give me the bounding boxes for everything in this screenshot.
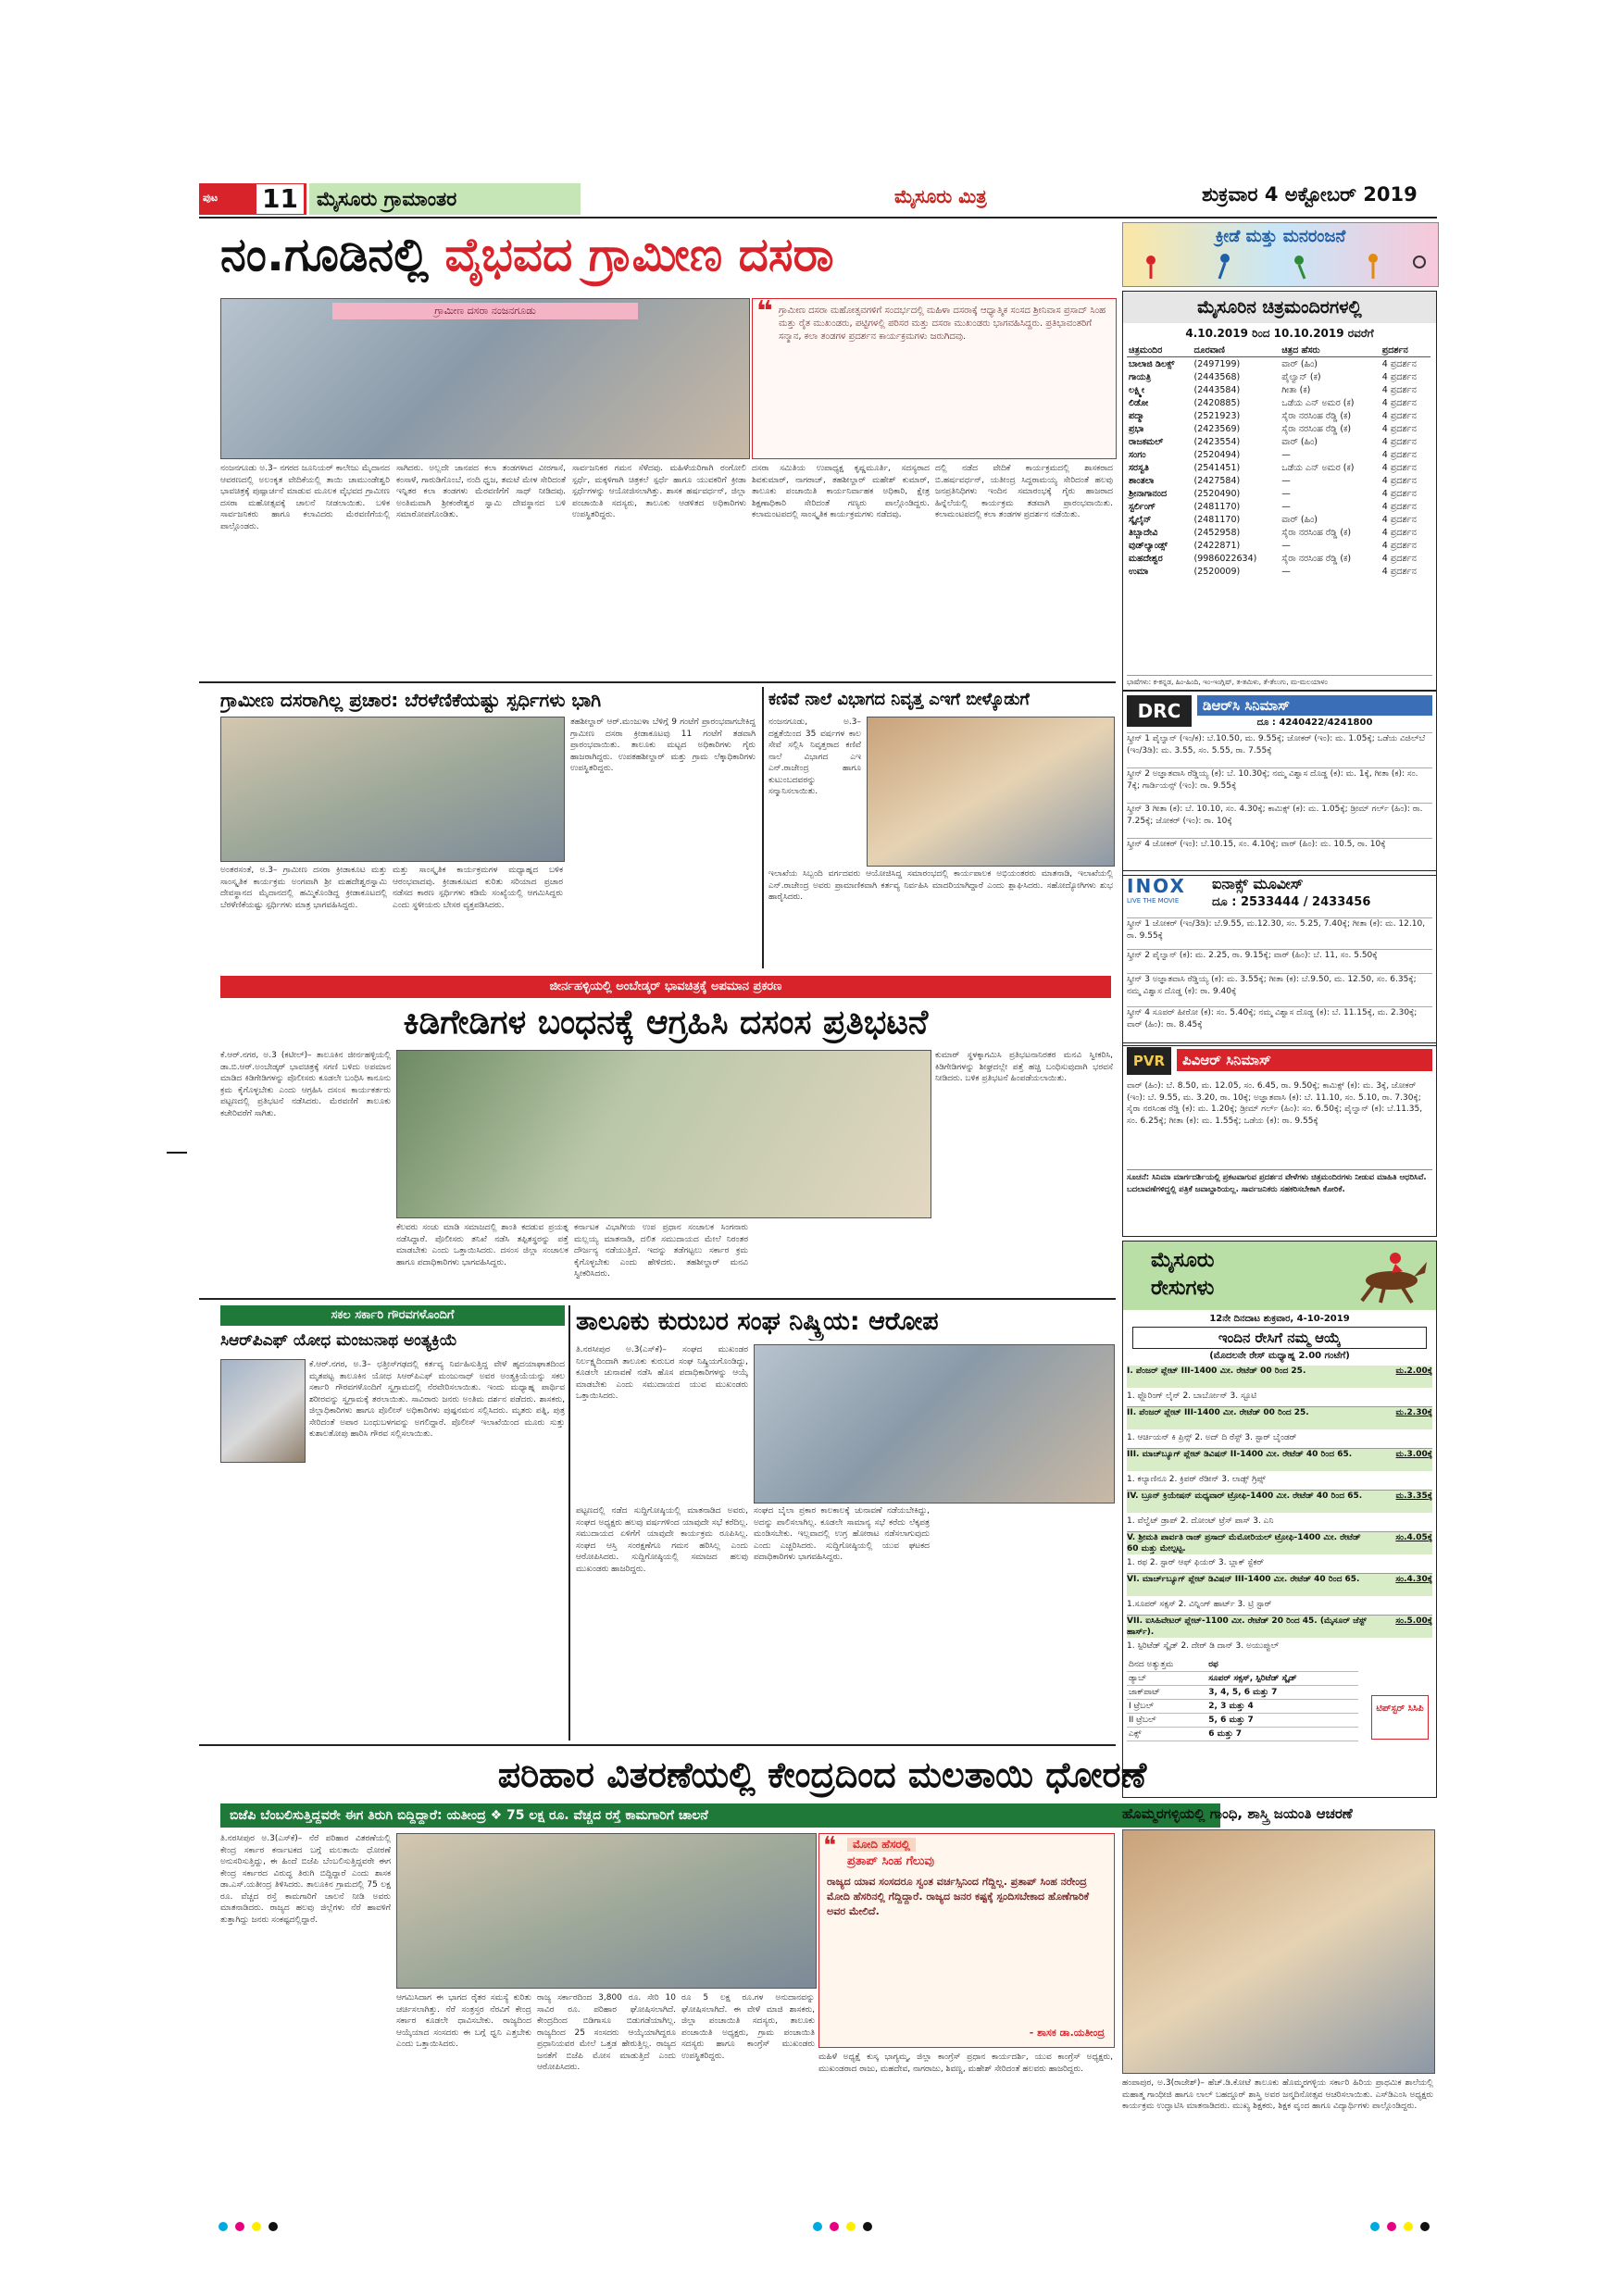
lead-body-2: ಸಾಗಿದರು. ಅಲ್ಲದೇ ಜಾನಪದ ಕಲಾ ತಂಡಗಳಾದ ವೀರಗಾಸೆ, ಕಂಸಾಳೆ, ಗಾರುಡಿಗೊಂಬೆ, ನಂದಿ ಧ್ವಜ, ತಮಟೆ ಮೇಳ ಸೇರಿದಂತೆ ಇನ್ನಿತರ ಕಲಾ ತಂಡಗಳು ಮೆರವಣಿಗೆಗೆ ಸಾಥ್ ನೀಡಿದವು. ಅಂತಿಮವಾಗಿ ಶ್ರೀಕಂಠೇಶ್ವರ ಸ್ವಾಮಿ ದೇವಸ್ಥಾನದ ಬಳಿ ಸಮಾರೋಪಗೊಂಡಿತು. — [396, 464, 566, 519]
cinema-cell: (2541451) — [1193, 462, 1241, 473]
races-title-1: ಮೈಸೂರು — [1151, 1249, 1215, 1272]
sports-figures-icon — [1123, 249, 1438, 286]
cinema-cell: — — [1281, 501, 1291, 512]
race-picks: 1. ವೆಲ್ವೆಟ್ ಡ್ರಾಪ್ 2. ದೋಂಟ್ ಟ್ರೆಸ್ ಪಾಸ್ 3. ಎನಿ — [1127, 1516, 1274, 1526]
cinema-cell: (2520490) — [1193, 488, 1241, 499]
cinema-cell: ಸೈರಾ ನರಸಿಂಹ ರೆಡ್ಡಿ (ಕ) — [1281, 410, 1352, 421]
cinema-cell: (2420885) — [1193, 397, 1241, 408]
cinema-row — [1127, 396, 1430, 409]
cinema-cell: ಉಮಾ — [1129, 566, 1149, 577]
cinema-cell: 4 ಪ್ರದರ್ಶನ — [1381, 384, 1417, 395]
lead-rule — [199, 681, 1116, 683]
cinema-cell: ಸ್ಟರ್ಲಿಂಗ್ — [1129, 501, 1156, 512]
cinema-cell: (2520494) — [1193, 449, 1241, 460]
races-extra-row — [1127, 1658, 1358, 1672]
cinema-cell: 4 ಪ್ರದರ್ಶನ — [1381, 423, 1417, 434]
gandhi-body: ಹಂಪಾಪುರ, ಅ.3(ರಾಜೇಶ್)– ಹೆಚ್.ಡಿ.ಕೋಟೆ ತಾಲೂಕು ಹೊಮ್ಮರಗಳ್ಳಿಯ ಸರ್ಕಾರಿ ಹಿರಿಯ ಪ್ರಾಥಮಿಕ ಶಾಲೆಯಲ್ಲಿ ಮಹಾತ್ಮ ಗಾಂಧೀಜಿ ಹಾಗೂ ಲಾಲ್ ಬಹದ್ದೂರ್ ಶಾಸ್ತ್ರಿ ಅವರ ಜನ್ಮದಿನೋತ್ಸವ ಆಚರಿಸಲಾಯಿತು. ಎಸ್‌ಡಿಎಂಸಿ ಅಧ್ಯಕ್ಷರು ಕಾರ್ಯಕ್ರಮ ಉದ್ಘಾಟಿಸಿ ಮಾತನಾಡಿದರು. ಮುಖ್ಯ ಶಿಕ್ಷಕರು, ಶಿಕ್ಷಕ ವೃಂದ ಹಾಗೂ ವಿದ್ಯಾರ್ಥಿಗಳು ಪಾಲ್ಗೊಂಡಿದ್ದರು. — [1122, 2078, 1433, 2111]
rural-body-3: ತಹಶೀಲ್ದಾರ್ ಆರ್.ಮಂಜುಳಾ ಬೆಳಿಗ್ಗೆ 9 ಗಂಟೆಗೆ ಪ್ರಾರಂಭವಾಗಬೇಕಿದ್ದ ಗ್ರಾಮೀಣ ದಸರಾ ಕ್ರೀಡಾಕೂಟವು 11 ಗಂಟೆಗೆ ತಡವಾಗಿ ಪ್ರಾರಂಭವಾಯಿತು. ತಾಲೂಕು ಮಟ್ಟದ ಅಧಿಕಾರಿಗಳು ಗೈರು ಹಾಜರಾಗಿದ್ದರು. ಉಪತಹಶೀಲ್ದಾರ್ ಮತ್ತು ಗ್ರಾಮ ಲೆಕ್ಕಾಧಿಕಾರಿಗಳು ಉಪಸ್ಥಿತರಿದ್ದರು. — [570, 718, 756, 773]
cinema-cell: ವಾರ್ (ಹಿಂ) — [1281, 436, 1318, 447]
cinema-cell: 4 ಪ್ರದರ್ಶನ — [1381, 540, 1417, 551]
modi-kicker: ಮೋದಿ ಹೆಸರಲ್ಲಿ — [847, 1838, 916, 1852]
races-extra-row — [1127, 1728, 1358, 1741]
races-extra-cell: ರಫ — [1206, 1658, 1358, 1672]
races-extra-row — [1127, 1686, 1358, 1700]
cinema-cell: (2497199) — [1193, 358, 1241, 369]
inox-screen-3: ಸ್ಕ್ರೀನ್ 3 ಅಜ್ಞಾತವಾಸಿ ರೆಡ್ಡಿಯ್ಯ (ಕ): ಮ. 3.55ಕ್ಕೆ; ಗೀತಾ (ಕ): ಬೆ.9.50, ಮ. 12.50, ಸಂ. 6.35ಕ್ಕೆ; ನಮ್ಮ ವಿಶ್ವಾಸ ದೊಡ್ಡ (ಕ): ರಾ. 9.40ಕ್ಕೆ — [1127, 973, 1432, 1005]
page-label: ಪುಟ — [203, 192, 219, 204]
lead-body-4: ದಸರಾ ಸಮಿತಿಯ ಉಪಾಧ್ಯಕ್ಷ ಕೃಷ್ಣಮೂರ್ತಿ, ಸದಸ್ಯರಾದ ಶಿವಕುಮಾರ್, ನಾಗರಾಜ್, ತಹಶೀಲ್ದಾರ್ ಮಹೇಶ್ ಕುಮಾರ್, ತಾಲೂಕು ಪಂಚಾಯಿತಿ ಕಾರ್ಯನಿರ್ವಾಹಕ ಅಧಿಕಾರಿ, ಕ್ಷೇತ್ರ ಶಿಕ್ಷಣಾಧಿಕಾರಿ ಸೇರಿದಂತೆ ಗಣ್ಯರು ಪಾಲ್ಗೊಂಡಿದ್ದರು. ಕಲಾಮಂಟಪದಲ್ಲಿ ಸಾಂಸ್ಕೃತಿಕ ಕಾರ್ಯಕ್ರಮಗಳು ನಡೆದವು. — [752, 464, 930, 519]
drc-title: ಡಿಆರ್‌ಸಿ ಸಿನಿಮಾಸ್ — [1197, 695, 1432, 716]
cinema-header-cell: ಚಿತ್ರದ ಹೆಸರು — [1280, 343, 1380, 357]
protest-headline: ಕಿಡಿಗೇಡಿಗಳ ಬಂಧನಕ್ಕೆ ಆಗ್ರಹಿಸಿ ದಸಂಸ ಪ್ರತಿಭಟನೆ — [403, 1004, 929, 1042]
soldier-photo — [220, 1359, 306, 1463]
cinema-row — [1127, 409, 1430, 422]
modi-byline: - ಶಾಸಕ ಡಾ.ಯತೀಂದ್ರ — [1029, 2027, 1105, 2039]
races-extra-cell: 3, 4, 5, 6 ಮತ್ತು 7 — [1206, 1686, 1358, 1700]
race-picks: 1.ಸೂಪರ್ ಸಕ್ಸಸ್ 2. ವಿನ್ನಿಂಗ್ ಹಾರ್ಟ್ 3. ಟ್ರಿ ಸ್ಟಾರ್ — [1127, 1600, 1272, 1609]
relief-body-2: ಆಗಮಿಸಿದಾಗ ಈ ಭಾಗದ ರೈತರ ಸಮಸ್ಯೆ ಕುರಿತು ಚರ್ಚಿಸಲಾಗಿತ್ತು. ನೆರೆ ಸಂತ್ರಸ್ತರ ನೆರವಿಗೆ ಕೇಂದ್ರ ಸರ್ಕಾರ ಕೂಡಲೇ ಧಾವಿಸಬೇಕು. ರಾಜ್ಯದಿಂದ ಆಯ್ಕೆಯಾದ ಸಂಸದರು ಈ ಬಗ್ಗೆ ಧ್ವನಿ ಎತ್ತಬೇಕು ಎಂದು ಒತ್ತಾಯಿಸಿದರು. — [396, 1993, 531, 2049]
games-banner-title: ಕ್ರೀಡೆ ಮತ್ತು ಮನರಂಜನೆ — [1215, 227, 1346, 246]
races-extra-cell: 5, 6 ಮತ್ತು 7 — [1206, 1714, 1358, 1728]
cinema-cell: ಶಾಂತಲಾ — [1129, 475, 1155, 486]
cinema-title: ಮೈಸೂರಿನ ಚಿತ್ರಮಂದಿರಗಳಲ್ಲಿ — [1123, 292, 1436, 323]
cinema-row — [1127, 461, 1430, 474]
cinema-cell: (2423554) — [1193, 436, 1241, 447]
cinema-box — [1122, 291, 1437, 691]
cinema-cell: 4 ಪ್ರದರ್ಶನ — [1381, 475, 1417, 486]
cinema-cell: 4 ಪ್ರದರ್ಶನ — [1381, 553, 1417, 564]
reg-mark — [269, 2222, 278, 2231]
cinema-cell: 4 ಪ್ರದರ್ಶನ — [1381, 514, 1417, 525]
drc-screen-4: ಸ್ಕ್ರೀನ್ 4 ಜೋಕರ್ (ಇಂ): ಬೆ.10.15, ಸಂ. 4.10ಕ್ಕೆ; ವಾರ್ (ಹಿಂ): ಮ. 10.5, ರಾ. 10ಕ್ಕೆ — [1127, 838, 1432, 872]
cinema-cell: ಬಾಲಾಜಿ ಡಿಲಕ್ಸ್ — [1129, 358, 1175, 369]
race-title: V. ಶ್ರೀಮತಿ ಪಾರ್ವತಿ ರಾಜ್ ಪ್ರಸಾದ್ ಮೆಮೋರಿಯಲ್ ಟ್ರೋಫಿ-1400 ಮೀ. ರೇಟೆಡ್ 60 ಮತ್ತು ಮೇಲ್ಪಟ್ಟ. — [1127, 1532, 1432, 1554]
relief-headline: ಪರಿಹಾರ ವಿತರಣೆಯಲ್ಲಿ ಕೇಂದ್ರದಿಂದ ಮಲತಾಯಿ ಧೋರಣೆ — [497, 1754, 1147, 1795]
cinema-row — [1127, 500, 1430, 513]
inox-screen-2: ಸ್ಕ್ರೀನ್ 2 ಪೈಲ್ವಾನ್ (ಕ): ಮ. 2.25, ರಾ. 9.15ಕ್ಕೆ; ವಾರ್ (ಹಿಂ): ಬೆ. 11, ಸಂ. 5.50ಕ್ಕೆ — [1127, 949, 1432, 972]
kuruba-body-1: ತಿ.ನರಸೀಪುರ ಅ.3(ಎಸ್‌ಕೆ)– ಸಂಘದ ಮುಖಂಡರ ನಿರ್ಲಕ್ಷ್ಯದಿಂದಾಗಿ ತಾಲೂಕು ಕುರುಬರ ಸಂಘ ನಿಷ್ಕ್ರಿಯಗೊಂಡಿದ್ದು, ಕೂಡಲೇ ಚುನಾವಣೆ ನಡೆಸಿ ಹೊಸ ಪದಾಧಿಕಾರಿಗಳನ್ನು ಆಯ್ಕೆ ಮಾಡಬೇಕು ಎಂದು ಸಮುದಾಯದ ಯುವ ಮುಖಂಡರು ಒತ್ತಾಯಿಸಿದರು. — [576, 1345, 748, 1401]
race-item — [1127, 1574, 1432, 1616]
drc-screen-2: ಸ್ಕ್ರೀನ್ 2 ಅಜ್ಞಾತವಾಸಿ ರೆಡ್ಡಿಯ್ಯ (ಕ): ಬೆ. 10.30ಕ್ಕೆ; ನಮ್ಮ ವಿಶ್ವಾಸ ದೊಡ್ಡ (ಕ): ಮ. 1ಕ್ಕೆ, ಗೀತಾ (ಕ): ಸಂ. 7ಕ್ಕೆ; ಗಾರ್ಡಿಯನ್ಸ್ (ಇಂ): ರಾ. 9.55ಕ್ಕೆ — [1127, 767, 1432, 802]
cinema-cell: 4 ಪ್ರದರ್ಶನ — [1381, 527, 1417, 538]
kuruba-body-2: ಪಟ್ಟಣದಲ್ಲಿ ನಡೆದ ಸುದ್ದಿಗೋಷ್ಠಿಯಲ್ಲಿ ಮಾತನಾಡಿದ ಅವರು, ಸಂಘದ ಅಧ್ಯಕ್ಷರು ಹಲವು ವರ್ಷಗಳಿಂದ ಯಾವುದೇ ಸಭೆ ಕರೆದಿಲ್ಲ. ಸಮುದಾಯದ ಏಳಿಗೆಗೆ ಯಾವುದೇ ಕಾರ್ಯಕ್ರಮ ರೂಪಿಸಿಲ್ಲ. ಸಂಘದ ಆಸ್ತಿ ಸಂರಕ್ಷಣೆಗೂ ಗಮನ ಹರಿಸಿಲ್ಲ ಎಂದು ಆರೋಪಿಸಿದರು. ಸುದ್ದಿಗೋಷ್ಠಿಯಲ್ಲಿ ಸಮಾಜದ ಹಲವು ಮುಖಂಡರು ಹಾಜರಿದ್ದರು. — [576, 1506, 748, 1574]
cinema-cell: (2443584) — [1193, 384, 1241, 395]
race-item — [1127, 1532, 1432, 1574]
cinema-cell: ಮಹದೇಶ್ವರ — [1129, 553, 1163, 564]
cinema-cell: (9986022634) — [1193, 553, 1257, 564]
rural-photo — [220, 717, 565, 862]
cinema-legend: ಭಾಷೆಗಳು: ಕ-ಕನ್ನಡ, ಹಿಂ-ಹಿಂದಿ, ಇಂ-ಇಂಗ್ಲಿಷ್, ತ-ತಮಿಳು, ತೆ-ತೆಲುಗು, ಮ-ಮಲಯಾಳಂ — [1127, 675, 1432, 687]
retire-body-1: ನಂಜನಗೂಡು, ಅ.3– ದಕ್ಷತೆಯಿಂದ 35 ವರ್ಷಗಳ ಕಾಲ ಸೇವೆ ಸಲ್ಲಿಸಿ ನಿವೃತ್ತರಾದ ಕಣಿವೆ ನಾಲೆ ವಿಭಾಗದ ಎಇ ಎನ್.ರಾಜೇಂದ್ರ ಹಾಗೂ ಕುಟುಂಬದವರನ್ನು ಸನ್ಮಾನಿಸಲಾಯಿತು. — [768, 718, 861, 796]
quote-mark-icon: ❝ — [756, 295, 773, 328]
race-title: III. ಮಾಚ್‌ಬ್ಯೂಗ್ ಪ್ಲೇಟ್ ಡಿವಿಷನ್ II-1400 ಮೀ. ರೇಟೆಡ್ 40 ರಿಂದ 65. — [1127, 1449, 1432, 1471]
honour-headline: ಸಿಆರ್‌ಪಿಎಫ್ ಯೋಧ ಮಂಜುನಾಥ ಅಂತ್ಯಕ್ರಿಯೆ — [220, 1331, 457, 1350]
race-picks: 1. ಕಲ್ಯಾಣಿನೂ 2. ಕ್ರಿಪರ್ ರೆಡೀನ್ 3. ಲಾಡ್ಸ್ ಗ್ರಿಪ್ಸ್ — [1127, 1475, 1266, 1484]
cinema-cell: ಸಂಗಂ — [1129, 449, 1146, 460]
retire-photo — [867, 717, 1115, 867]
inox-screen-4: ಸ್ಕ್ರೀನ್ 4 ಸೂಪರ್ ಹೀರೋ (ಕ): ಸಂ. 5.40ಕ್ಕೆ; ನಮ್ಮ ವಿಶ್ವಾಸ ದೊಡ್ಡ (ಕ): ಬೆ. 11.15ಕ್ಕೆ, ಮ. 2.30ಕ್ಕೆ; ವಾರ್ (ಹಿಂ): ರಾ. 8.45ಕ್ಕೆ — [1127, 1006, 1432, 1042]
cinema-cell: (2481170) — [1193, 501, 1241, 512]
relief-body-3: ರಾಜ್ಯ ಸರ್ಕಾರದಿಂದ 3,800 ರೂ. ಸೇರಿ 10 ಸಾವಿರ ರೂ. ಪರಿಹಾರ ಘೋಷಿಸಲಾಗಿದೆ. ಕೇಂದ್ರದಿಂದ ಬಿಡಿಗಾಸೂ ಬಿಡುಗಡೆಯಾಗಿಲ್ಲ. ರಾಜ್ಯದಿಂದ 25 ಸಂಸದರು ಆಯ್ಕೆಯಾಗಿದ್ದರೂ ಪ್ರಧಾನಿಯವರ ಮೇಲೆ ಒತ್ತಡ ಹೇರುತ್ತಿಲ್ಲ. ರಾಜ್ಯದ ಜನತೆಗೆ ಬಿಜೆಪಿ ಮೋಸ ಮಾಡುತ್ತಿದೆ ಎಂದು ಆರೋಪಿಸಿದರು. — [537, 1993, 676, 2072]
races-meeting: 12ನೇ ದಿನದಾಟ ಶುಕ್ರವಾರ, 4-10-2019 — [1209, 1314, 1350, 1324]
cinema-cell: (2443568) — [1193, 371, 1241, 382]
cinema-cell: ವಾರ್ (ಹಿಂ) — [1281, 514, 1318, 525]
lead-headline — [220, 224, 1109, 287]
races-extra-row — [1127, 1714, 1358, 1728]
race-list — [1127, 1366, 1432, 1653]
cinema-row — [1127, 370, 1430, 383]
kuruba-photo — [754, 1344, 1115, 1504]
issue-date: ಶುಕ್ರವಾರ 4 ಅಕ್ಟೋಬರ್ 2019 — [1202, 183, 1418, 206]
cinema-cell: — — [1281, 566, 1291, 577]
reg-mark — [1404, 2222, 1413, 2231]
relief-body-4: ರೂ 5 ಲಕ್ಷ ರೂ.ಗಳ ಅನುದಾನವನ್ನು ಘೋಷಿಸಲಾಗಿದೆ. ಈ ವೇಳೆ ಮಾಜಿ ಶಾಸಕರು, ಜಿಲ್ಲಾ ಪಂಚಾಯಿತಿ ಸದಸ್ಯರು, ತಾಲೂಕು ಪಂಚಾಯಿತಿ ಅಧ್ಯಕ್ಷರು, ಗ್ರಾಮ ಪಂಚಾಯಿತಿ ಸದಸ್ಯರು ಹಾಗೂ ಕಾಂಗ್ರೆಸ್ ಮುಖಂಡರು ಉಪಸ್ಥಿತರಿದ್ದರು. — [681, 1993, 815, 2061]
cinema-cell: ಒಡೆಯ ಎನ್ ಅಮರ (ಕ) — [1281, 397, 1355, 408]
drc-screen-1: ಸ್ಕ್ರೀನ್ 1 ಪೈಲ್ವಾನ್ (ಇಂ/ಕ): ಬೆ.10.50, ಮ. 9.55ಕ್ಕೆ; ಜೋಕರ್ (ಇಂ): ಮ. 1.05ಕ್ಕೆ; ಒಡೆಯ ವಿಜಿಲ್‌ಬೆ (ಇಂ/3ಡಿ): ಮ. 3.55, ಸಂ. 5.55, ರಾ. 7.55ಕ್ಕೆ — [1127, 732, 1432, 767]
cinema-row — [1127, 474, 1430, 487]
rural-body-2: ಮತ್ತು ಸಾಂಸ್ಕೃತಿಕ ಕಾರ್ಯಕ್ರಮಗಳ ಮಧ್ಯಾಹ್ನದ ಬಳಿಕ ಆರಂಭವಾದವು. ಕ್ರೀಡಾಕೂಟದ ಕುರಿತು ಸರಿಯಾದ ಪ್ರಚಾರ ನಡೆಸದ ಕಾರಣ ಸ್ಪರ್ಧಿಗಳು ಕಡಿಮೆ ಸಂಖ್ಯೆಯಲ್ಲಿ ಆಗಮಿಸಿದ್ದರು ಎಂದು ಸ್ಥಳೀಯರು ಬೇಸರ ವ್ಯಕ್ತಪಡಿಸಿದರು. — [393, 866, 563, 910]
cinema-cell: ಸೈರಾ ನರಸಿಂಹ ರೆಡ್ಡಿ (ಕ) — [1281, 553, 1352, 564]
protest-rule — [199, 1298, 1116, 1300]
race-title: VII. ಐಸಿಹಿವೇಟರ್ ಪ್ಲೇಟ್-1100 ಮೀ. ರೇಟೆಡ್ 20 ರಿಂದ 45. (ಮೈಸೂರ್ ಜೆಸ್ಟ್ ಹಾರ್ಸ್). — [1127, 1616, 1432, 1638]
gandhi-headline: ಹೊಮ್ಮರಗಳ್ಳಿಯಲ್ಲಿ ಗಾಂಧಿ, ಶಾಸ್ತ್ರಿ ಜಯಂತಿ ಆಚರಣೆ — [1122, 1805, 1353, 1822]
cinema-cell: 4 ಪ್ರದರ್ಶನ — [1381, 462, 1417, 473]
races-extra-cell: ಜಾಕ್‌ಪಾಟ್ — [1127, 1686, 1206, 1700]
reg-mark — [846, 2222, 856, 2231]
races-header — [1123, 1242, 1436, 1310]
cinema-header-row — [1127, 343, 1430, 357]
races-box — [1122, 1241, 1437, 1798]
races-extra-cell: ಸೂಪರ್ ಸಕ್ಸಸ್, ಸ್ಪಿರಿಟೆಡ್ ಸ್ಕೈಡ್ — [1206, 1672, 1358, 1686]
honour-body: ಕೆ.ಆರ್.ನಗರ, ಅ.3– ಛತ್ತೀಸ್‌ಗಢದಲ್ಲಿ ಕರ್ತವ್ಯ ನಿರ್ವಹಿಸುತ್ತಿದ್ದ ವೇಳೆ ಹೃದಯಾಘಾತದಿಂದ ಮೃತಪಟ್ಟ ತಾಲೂಕಿನ ಯೋಧ ಸಿಆರ್‌ಪಿಎಫ್ ಮಂಜುನಾಥ್ ಅವರ ಅಂತ್ಯಕ್ರಿಯೆಯನ್ನು ಸಕಲ ಸರ್ಕಾರಿ ಗೌರವಗಳೊಂದಿಗೆ ಸ್ವಗ್ರಾಮದಲ್ಲಿ ನೆರವೇರಿಸಲಾಯಿತು. ಇಂದು ಮಧ್ಯಾಹ್ನ ಪಾರ್ಥಿವ ಶರೀರವನ್ನು ಸ್ವಗ್ರಾಮಕ್ಕೆ ತರಲಾಯಿತು. ಸಾವಿರಾರು ಜನರು ಅಂತಿಮ ದರ್ಶನ ಪಡೆದರು. ಶಾಸಕರು, ಜಿಲ್ಲಾಧಿಕಾರಿಗಳು ಹಾಗೂ ಪೊಲೀಸ್ ಅಧಿಕಾರಿಗಳು ಪುಷ್ಪನಮನ ಸಲ್ಲಿಸಿದರು. ಮೃತರು ಪತ್ನಿ, ಪುತ್ರ ಸೇರಿದಂತೆ ಅಪಾರ ಬಂಧುಬಳಗವನ್ನು ಅಗಲಿದ್ದಾರೆ. ಪೊಲೀಸ್ ಇಲಾಖೆಯಿಂದ ಮೂರು ಸುತ್ತು ಕುಶಾಲತೋಪು ಹಾರಿಸಿ ಗೌರವ ಸಲ್ಲಿಸಲಾಯಿತು. — [309, 1360, 565, 1439]
inox-box — [1122, 870, 1437, 1046]
cinema-cell: (2423569) — [1193, 423, 1241, 434]
cinema-cell: ಸೈರಾ ನರಸಿಂಹ ರೆಡ್ಡಿ (ಕ) — [1281, 423, 1352, 434]
section-name: ಮೈಸೂರು ಗ್ರಾಮಾಂತರ — [309, 183, 581, 215]
inox-logo-sub: LIVE THE MOVIE — [1127, 897, 1180, 905]
modi-quote-icon: ❝ — [823, 1832, 836, 1860]
kuruba-rule — [199, 1744, 1116, 1746]
races-extra-cell: ದಿನದ ಅತ್ಯುತ್ತಮ — [1127, 1658, 1206, 1672]
cinema-table — [1127, 343, 1430, 578]
page-number: 11 — [256, 184, 304, 214]
inox-screen-1: ಸ್ಕ್ರೀನ್ 1 ಜೋಕರ್ (ಇಂ/3ಡಿ): ಬೆ.9.55, ಮ.12.30, ಸಂ. 5.25, 7.40ಕ್ಕೆ; ಗೀತಾ (ಕ): ಮ. 12.10, ರಾ. 9.55ಕ್ಕೆ — [1127, 917, 1432, 948]
cinema-cell: 4 ಪ್ರದರ್ಶನ — [1381, 566, 1417, 577]
pvr-logo: PVR — [1127, 1047, 1171, 1075]
race-time: ಸಂ.4.05ಕ್ಕೆ — [1395, 1533, 1432, 1542]
lead-quote-box — [752, 295, 1117, 459]
lead-body-3: ಸಾರ್ವಜನಿಕರ ಗಮನ ಸೆಳೆದವು. ಮಹಿಳೆಯರಿಗಾಗಿ ರಂಗೋಲಿ ಸ್ಪರ್ಧೆ, ಮಕ್ಕಳಿಗಾಗಿ ಚಿತ್ರಕಲೆ ಸ್ಪರ್ಧೆ ಹಾಗೂ ಯುವಕರಿಗೆ ಕ್ರೀಡಾ ಸ್ಪರ್ಧೆಗಳನ್ನು ಆಯೋಜಿಸಲಾಗಿತ್ತು. ಶಾಸಕ ಹರ್ಷವರ್ಧನ್, ಜಿಲ್ಲಾ ಪಂಚಾಯಿತಿ ಸದಸ್ಯರು, ತಾಲೂಕು ಆಡಳಿತದ ಅಧಿಕಾರಿಗಳು ಉಪಸ್ಥಿತರಿದ್ದರು. — [572, 464, 746, 519]
reg-mark — [1387, 2222, 1396, 2231]
inox-title: ಐನಾಕ್ಸ್ ಮೂವೀಸ್ — [1212, 875, 1304, 892]
drc-logo: DRC — [1127, 695, 1192, 727]
cinema-cell: 4 ಪ್ರದರ್ಶನ — [1381, 488, 1417, 499]
race-picks: 1. ಸ್ಪಿರಿಟೆಡ್ ಸ್ಕೈಡ್ 2. ದೇರ್ ಡಿ ದಾನ್ 3. ಅಯುಪ್ಪುಲ್ — [1127, 1641, 1280, 1651]
kuruba-headline: ತಾಲೂಕು ಕುರುಬರ ಸಂಘ ನಿಷ್ಕ್ರಿಯ: ಆರೋಪ — [576, 1307, 939, 1336]
modi-body: ಮಹಿಳೆ ಅಧ್ಯಕ್ಷೆ ಕುಸ್ಕ ಭಾಗ್ಯಮ್ಮ, ಜಿಲ್ಲಾ ಕಾಂಗ್ರೆಸ್ ಪ್ರಧಾನ ಕಾರ್ಯದರ್ಶಿ, ಯುವ ಕಾಂಗ್ರೆಸ್ ಅಧ್ಯಕ್ಷರು, ಮುಖಂಡರಾದ ರಾಜು, ಮಹದೇವ, ನಾಗರಾಜು, ಶಿವಣ್ಣ, ಮಹೇಶ್ ಸೇರಿದಂತೆ ಹಲವರು ಹಾಜರಿದ್ದರು. — [818, 2053, 1113, 2074]
cinema-cell: ಲಕ್ಷ್ಮೀ — [1129, 384, 1144, 395]
retire-body-2: ಇಲಾಖೆಯ ಸಿಬ್ಬಂದಿ ವರ್ಗದವರು ಆಯೋಜಿಸಿದ್ದ ಸಮಾರಂಭದಲ್ಲಿ ಕಾರ್ಯಪಾಲಕ ಅಭಿಯಂತರರು ಮಾತನಾಡಿ, ಇಲಾಖೆಯಲ್ಲಿ ಎನ್.ರಾಜೇಂದ್ರ ಅವರು ಪ್ರಾಮಾಣಿಕವಾಗಿ ಕರ್ತವ್ಯ ನಿರ್ವಹಿಸಿ ಮಾದರಿಯಾಗಿದ್ದಾರೆ ಎಂದು ಶ್ಲಾಘಿಸಿದರು. ಸಹೋದ್ಯೋಗಿಗಳು ಶುಭ ಹಾರೈಸಿದರು. — [768, 869, 1113, 902]
races-start: (ಮೊದಲನೇ ರೇಸ್ ಮಧ್ಯಾಹ್ನ 2.00 ಗಂಟೆಗೆ) — [1209, 1351, 1350, 1361]
rural-vrule — [762, 687, 764, 968]
cinema-row — [1127, 526, 1430, 539]
reg-mark — [830, 2222, 839, 2231]
races-title-2: ರೇಸುಗಳು — [1151, 1277, 1215, 1300]
cinema-cell: ಗಾಯತ್ರಿ — [1129, 371, 1152, 382]
relief-body-1: ತಿ.ನರಸೀಪುರ ಅ.3(ಎಸ್‌ಕೆ)– ನೆರೆ ಪರಿಹಾರ ವಿತರಣೆಯಲ್ಲಿ ಕೇಂದ್ರ ಸರ್ಕಾರ ಕರ್ನಾಟಕದ ಬಗ್ಗೆ ಮಲತಾಯಿ ಧೋರಣೆ ಅನುಸರಿಸುತ್ತಿದ್ದು, ಈ ಹಿಂದೆ ಬಿಜೆಪಿ ಬೆಂಬಲಿಸುತ್ತಿದ್ದವರೇ ಈಗ ಕೇಂದ್ರ ಸರ್ಕಾರದ ವಿರುದ್ಧ ತಿರುಗಿ ಬಿದ್ದಿದ್ದಾರೆ ಎಂದು ಶಾಸಕ ಡಾ.ಎಸ್.ಯತೀಂದ್ರ ತಿಳಿಸಿದರು. ತಾಲೂಕಿನ ಗ್ರಾಮದಲ್ಲಿ 75 ಲಕ್ಷ ರೂ. ವೆಚ್ಚದ ರಸ್ತೆ ಕಾಮಗಾರಿಗೆ ಚಾಲನೆ ನೀಡಿ ಅವರು ಮಾತನಾಡಿದರು. ರಾಜ್ಯದ ಹಲವು ಜಿಲ್ಲೆಗಳು ನೆರೆ ಹಾವಳಿಗೆ ತುತ್ತಾಗಿದ್ದು ಜನರು ಸಂಕಷ್ಟದಲ್ಲಿದ್ದಾರೆ. — [220, 1834, 391, 1925]
cinema-row — [1127, 552, 1430, 565]
cinema-row — [1127, 487, 1430, 500]
lead-headline-b: ವೈಭವದ ಗ್ರಾಮೀಣ ದಸರಾ — [444, 228, 834, 281]
race-title: I. ಪೆಂಜರ್ ಪ್ಲೇಟ್ III-1400 ಮೀ. ರೇಟೆಡ್ 00 ರಿಂದ 25. — [1127, 1366, 1432, 1388]
cinema-cell: 4 ಪ್ರದರ್ಶನ — [1381, 397, 1417, 408]
races-extra-cell: ಎಕ್ಸ್ — [1127, 1728, 1206, 1741]
cinema-row — [1127, 565, 1430, 578]
cinema-cell: ಸ್ಕೈಲೈನ್ — [1129, 514, 1152, 525]
kuruba-body-3: ಸಂಘದ ಬೈಲಾ ಪ್ರಕಾರ ಕಾಲಕಾಲಕ್ಕೆ ಚುನಾವಣೆ ನಡೆಯಬೇಕಿದ್ದು, ಅದನ್ನು ಪಾಲಿಸಲಾಗಿಲ್ಲ. ಕೂಡಲೇ ಸಾಮಾನ್ಯ ಸಭೆ ಕರೆದು ಲೆಕ್ಕಪತ್ರ ಮಂಡಿಸಬೇಕು. ಇಲ್ಲವಾದಲ್ಲಿ ಉಗ್ರ ಹೋರಾಟ ನಡೆಸಲಾಗುವುದು ಎಂದು ಎಚ್ಚರಿಸಿದರು. ಸುದ್ದಿಗೋಷ್ಠಿಯಲ್ಲಿ ಯುವ ಘಟಕದ ಪದಾಧಿಕಾರಿಗಳು ಭಾಗವಹಿಸಿದ್ದರು. — [754, 1506, 930, 1562]
protest-kicker: ಜೀರ್ನಹಳ್ಳಿಯಲ್ಲಿ ಅಂಬೇಡ್ಕರ್ ಭಾವಚಿತ್ರಕ್ಕೆ ಅಪಮಾನ ಪ್ರಕರಣ — [220, 976, 1111, 998]
modi-box — [818, 1833, 1115, 2048]
cinema-row — [1127, 513, 1430, 526]
races-extra-cell: I ಟ್ರೆಬಲ್ — [1127, 1700, 1206, 1714]
cinema-cell: ಗೀತಾ (ಕ) — [1281, 384, 1311, 395]
tipster-stamp: ಟಿಪ್‌ಸ್ಟರ್ ಸಿಸಿಪಿ — [1371, 1695, 1429, 1740]
races-extra-cell: ಡ್ಯಾಬ್ — [1127, 1672, 1206, 1686]
protest-body-4: ಕುಮಾರ್ ಸ್ಥಳಕ್ಕಾಗಮಿಸಿ ಪ್ರತಿಭಟನಾನಿರತರ ಮನವಿ ಸ್ವೀಕರಿಸಿ, ಕಿಡಿಗೇಡಿಗಳನ್ನು ಶೀಘ್ರದಲ್ಲೇ ಪತ್ತೆ ಹಚ್ಚಿ ಬಂಧಿಸುವುದಾಗಿ ಭರವಸೆ ನೀಡಿದರು. ಬಳಿಕ ಪ್ರತಿಭಟನೆ ಹಿಂಪಡೆಯಲಾಯಿತು. — [935, 1051, 1113, 1083]
cinema-row — [1127, 357, 1430, 371]
reg-mark — [219, 2222, 228, 2231]
modi-kicker-2: ಪ್ರತಾಪ್ ಸಿಂಹ ಗೆಲುವು — [847, 1854, 934, 1868]
cinema-cell: (2452958) — [1193, 527, 1241, 538]
protest-photo — [396, 1050, 931, 1218]
cinema-period: 4.10.2019 ರಿಂದ 10.10.2019 ರವರೆಗೆ — [1185, 327, 1374, 340]
cinema-row — [1127, 383, 1430, 396]
race-picks: 1. ಆರ್ಚಿಯನ್ ಕಿ ಪ್ರಿನ್ಸ್ 2. ಅದ್ ದಿ ರೆಸ್ಟ್ 3. ಸ್ಟಾರ್ ಬೈಂಡರ್ — [1127, 1433, 1297, 1442]
cinema-cell: ಸರಸ್ವತಿ — [1129, 462, 1149, 473]
protest-body-2: ಕೆಲವರು ಸಂಚು ಮಾಡಿ ಸಮಾಜದಲ್ಲಿ ಶಾಂತಿ ಕದಡುವ ಪ್ರಯತ್ನ ನಡೆಸಿದ್ದಾರೆ. ಪೊಲೀಸರು ತನಿಖೆ ನಡೆಸಿ ತಪ್ಪಿತಸ್ಥರನ್ನು ಪತ್ತೆ ಮಾಡಬೇಕು ಎಂದು ಒತ್ತಾಯಿಸಿದರು. ದಸಂಸ ಜಿಲ್ಲಾ ಸಂಚಾಲಕ ಹಾಗೂ ಪದಾಧಿಕಾರಿಗಳು ಭಾಗವಹಿಸಿದ್ದರು. — [396, 1223, 568, 1267]
cinema-cell: ಶ್ರೀನಾಗಾನಂದ — [1129, 488, 1168, 499]
reg-mark — [1370, 2222, 1380, 2231]
pvr-note: ಸೂಚನೆ: ಸಿನಿಮಾ ಮಾರ್ಗದರ್ಶಿಯಲ್ಲಿ ಪ್ರಕಟವಾಗುವ ಪ್ರದರ್ಶನ ವೇಳೆಗಳು ಚಿತ್ರಮಂದಿರಗಳು ನೀಡುವ ಮಾಹಿತಿ ಆಧರಿಸಿವೆ. ಬದಲಾವಣೆಗಳಿದ್ದಲ್ಲಿ ಪತ್ರಿಕೆ ಜವಾಬ್ದಾರಿಯಲ್ಲ. ಸಾರ್ವಜನಿಕರು ಸಹಕರಿಸಬೇಕಾಗಿ ಕೋರಿಕೆ. — [1127, 1169, 1432, 1233]
race-time: ಮ.3.00ಕ್ಕೆ — [1395, 1450, 1432, 1459]
race-title: VI. ಮಾರ್ಚ್‌ಬ್ಯೂಗ್ ಪ್ಲೇಟ್ ಡಿವಿಷನ್ III-1400 ಮೀ. ರೇಟೆಡ್ 40 ರಿಂದ 65. — [1127, 1574, 1432, 1596]
cinema-cell: ಸೈರಾ ನರಸಿಂಹ ರೆಡ್ಡಿ (ಕ) — [1281, 527, 1352, 538]
rural-body-1: ಅಂತರಸಂತೆ, ಅ.3– ಗ್ರಾಮೀಣ ದಸರಾ ಕ್ರೀಡಾಕೂಟ ಮತ್ತು ಸಾಂಸ್ಕೃತಿಕ ಕಾರ್ಯಕ್ರಮ ಅಂಗವಾಗಿ ಶ್ರೀ ಮಹದೇಶ್ವರಸ್ವಾಮಿ ದೇವಸ್ಥಾನದ ಮೈದಾನದಲ್ಲಿ ಹಮ್ಮಿಕೊಂಡಿದ್ದ ಕ್ರೀಡಾಕೂಟದಲ್ಲಿ ಬೆರಳೆಣಿಕೆಯಷ್ಟು ಸ್ಪರ್ಧಿಗಳು ಮಾತ್ರ ಭಾಗವಹಿಸಿದ್ದರು. — [220, 866, 387, 910]
retire-headline: ಕಣಿವೆ ನಾಲೆ ವಿಭಾಗದ ನಿವೃತ್ತ ಎಇಗೆ ಬೀಳ್ಕೊಡುಗೆ — [768, 690, 1030, 709]
races-extra-row — [1127, 1700, 1358, 1714]
cinema-cell: — — [1281, 488, 1291, 499]
margin-dash — [167, 1152, 187, 1154]
races-extra-table — [1127, 1658, 1358, 1741]
cinema-cell: 4 ಪ್ರದರ್ಶನ — [1381, 371, 1417, 382]
gandhi-photo — [1122, 1829, 1435, 2074]
drc-box — [1122, 691, 1437, 876]
pvr-title: ಪಿವಿಆರ್ ಸಿನಿಮಾಸ್ — [1177, 1049, 1432, 1071]
races-extra-cell: 6 ಮತ್ತು 7 — [1206, 1728, 1358, 1741]
cinema-header-cell: ದೂರವಾಣಿ — [1193, 343, 1280, 357]
lead-photo — [220, 298, 750, 459]
cinema-header-cell: ಚಿತ್ರಮಂದಿರ — [1127, 343, 1193, 357]
race-title: II. ಪೆಂಜರ್ ಪ್ಲೇಟ್ III-1400 ಮೀ. ರೇಟೆಡ್ 00 ರಿಂದ 25. — [1127, 1407, 1432, 1429]
cinema-cell: 4 ಪ್ರದರ್ಶನ — [1381, 501, 1417, 512]
paper-name: ಮೈಸೂರು ಮಿತ್ರ — [894, 185, 987, 207]
race-time: ಸಂ.4.30ಕ್ಕೆ — [1395, 1575, 1432, 1584]
races-banner: ಇಂದಿನ ರೇಸಿಗೆ ನಮ್ಮ ಆಯ್ಕೆ — [1132, 1327, 1427, 1349]
honour-strip: ಸಕಲ ಸರ್ಕಾರಿ ಗೌರವಗಳೊಂದಿಗೆ — [220, 1305, 565, 1326]
race-item — [1127, 1366, 1432, 1407]
games-banner — [1122, 222, 1439, 287]
cinema-cell: ಲಿಡೋ — [1129, 397, 1149, 408]
kuruba-body-4 — [935, 1505, 1113, 1741]
cinema-cell: (2521923) — [1193, 410, 1241, 421]
cinema-cell: ಪೈಲ್ವಾನ್ (ಕ) — [1281, 371, 1321, 382]
cinema-cell: 4 ಪ್ರದರ್ಶನ — [1381, 436, 1417, 447]
race-item — [1127, 1616, 1432, 1653]
cinema-cell: ರಾಜಕಮಲ್ — [1129, 436, 1164, 447]
relief-photo — [396, 1833, 817, 1989]
cinema-cell: ಪ್ರಭಾ — [1129, 423, 1144, 434]
lead-headline-a: ನಂ.ಗೂಡಿನಲ್ಲಿ — [220, 228, 429, 281]
cinema-cell: 4 ಪ್ರದರ್ಶನ — [1381, 449, 1417, 460]
lead-body-1: ನಂಜನಗೂಡು ಅ.3– ನಗರದ ಜೂನಿಯರ್ ಕಾಲೇಜು ಮೈದಾನದ ಆವರಣದಲ್ಲಿ ಅಲಂಕೃತ ವೇದಿಕೆಯಲ್ಲಿ ತಾಯಿ ಚಾಮುಂಡೇಶ್ವರಿ ಭಾವಚಿತ್ರಕ್ಕೆ ಪುಷ್ಪಾರ್ಚನೆ ಮಾಡುವ ಮೂಲಕ ವೈಭವದ ಗ್ರಾಮೀಣ ದಸರಾ ಮಹೋತ್ಸವಕ್ಕೆ ಚಾಲನೆ ನೀಡಲಾಯಿತು. ಬಳಿಕ ಸಾರ್ವಜನಿಕರು ಹಾಗೂ ಕಲಾವಿದರು ಮೆರವಣಿಗೆಯಲ್ಲಿ ಪಾಲ್ಗೊಂಡರು. — [220, 464, 390, 531]
races-extra-cell: 2, 3 ಮತ್ತು 4 — [1206, 1700, 1358, 1714]
pvr-body: ವಾರ್ (ಹಿಂ): ಬೆ. 8.50, ಮ. 12.05, ಸಂ. 6.45, ರಾ. 9.50ಕ್ಕೆ; ಕಾಮಿಕ್ಸ್ (ಕ): ಮ. 3ಕ್ಕೆ, ಜೋಕರ್ (ಇಂ): ಬೆ. 9.55, ಮ. 3.20, ರಾ. 10ಕ್ಕೆ; ಅಜ್ಞಾತವಾಸಿ (ಕ): ಬೆ. 11.10, ಸಂ. 5.10, ರಾ. 7.30ಕ್ಕೆ; ಸೈರಾ ನರಸಿಂಹ ರೆಡ್ಡಿ (ಕ): ಮ. 1.20ಕ್ಕೆ; ಡ್ರೀಮ್ ಗರ್ಲ್ (ಹಿಂ): ಸಂ. 6.50ಕ್ಕೆ; ಪೈಲ್ವಾನ್ (ಕ): ಬೆ.11.35, ಸಂ. 6.25ಕ್ಕೆ; ಗೀತಾ (ಕ): ಮ. 1.55ಕ್ಕೆ; ಒಡೆಯ (ಕ): ರಾ. 9.55ಕ್ಕೆ — [1127, 1081, 1423, 1126]
drc-screen-3: ಸ್ಕ್ರೀನ್ 3 ಗೀತಾ (ಕ): ಬೆ. 10.10, ಸಂ. 4.30ಕ್ಕೆ; ಕಾಮಿಕ್ಸ್ (ಕ): ಮ. 1.05ಕ್ಕೆ; ಡ್ರೀಮ್ ಗರ್ಲ್ (ಹಿಂ): ರಾ. 7.25ಕ್ಕೆ; ಜೋಕರ್ (ಇಂ): ರಾ. 10ಕ್ಕೆ — [1127, 803, 1432, 837]
cinema-cell: ಒಡೆಯ ಎನ್ ಅಮರ (ಕ) — [1281, 462, 1355, 473]
inox-logo-text: INOX — [1127, 875, 1186, 897]
race-item — [1127, 1491, 1432, 1532]
cinema-cell: ವುಡ್‌ಲ್ಯಾಂಡ್ಸ್ — [1129, 540, 1168, 551]
race-time: ಮ.2.30ಕ್ಕೆ — [1395, 1408, 1432, 1417]
horse-rider-icon — [1347, 1245, 1430, 1306]
cinema-row — [1127, 422, 1430, 435]
cinema-cell: ತಿಬ್ಬಾದೇವಿ — [1129, 527, 1158, 538]
race-picks: 1. ಫ್ಲೊರಿಂಗ್ ಲೈನ್ 2. ಬಾರ್ಬೋನ್ 3. ಸ್ಟೂಟಿ — [1127, 1391, 1256, 1401]
races-extra-row — [1127, 1672, 1358, 1686]
relief-subhead: ಬಿಜೆಪಿ ಬೆಂಬಲಿಸುತ್ತಿದ್ದವರೇ ಈಗ ತಿರುಗಿ ಬಿದ್ದಿದ್ದಾರೆ: ಯತೀಂದ್ರ ❖ 75 ಲಕ್ಷ ರೂ. ವೆಚ್ಚದ ರಸ್ತೆ ಕಾಮಗಾರಿಗೆ ಚಾಲನೆ — [220, 1803, 1220, 1828]
cinema-cell: — — [1281, 540, 1291, 551]
cinema-cell: (2427584) — [1193, 475, 1241, 486]
modi-quote: ರಾಜ್ಯದ ಯಾವ ಸಂಸದರೂ ಸ್ವಂತ ವರ್ಚಸ್ಸಿನಿಂದ ಗೆದ್ದಿಲ್ಲ. ಪ್ರತಾಪ್ ಸಿಂಹ ನರೇಂದ್ರ ಮೋದಿ ಹೆಸರಿನಲ್ಲಿ ಗೆದ್ದಿದ್ದಾರೆ. ರಾಜ್ಯದ ಜನರ ಕಷ್ಟಕ್ಕೆ ಸ್ಪಂದಿಸಬೇಕಾದ ಹೊಣೆಗಾರಿಕೆ ಅವರ ಮೇಲಿದೆ. — [827, 1876, 1090, 1917]
cinema-cell: (2520009) — [1193, 566, 1241, 577]
rural-headline: ಗ್ರಾಮೀಣ ದಸರಾಗಿಲ್ಲ ಪ್ರಚಾರ: ಬೆರಳೆಣಿಕೆಯಷ್ಟು ಸ್ಪರ್ಧಿಗಳು ಭಾಗಿ — [220, 689, 602, 711]
protest-body-3b — [754, 1222, 930, 1294]
lead-photo-banner: ಗ್ರಾಮೀಣ ದಸರಾ ನಂಜನಗೂಡು — [332, 303, 638, 319]
cinema-cell: ವಾರ್ (ಹಿಂ) — [1281, 358, 1318, 369]
cinema-row — [1127, 435, 1430, 448]
race-title: IV. ಬ್ರೂನ್ ಕ್ರಿಯೇಷನ್ ಮಧ್ಯವಾರ್ ಟ್ರೋಫಿ-1400 ಮೀ. ರೇಟೆಡ್ 40 ರಿಂದ 65. — [1127, 1491, 1432, 1513]
cinema-row — [1127, 448, 1430, 461]
lead-body-5: ದಲ್ಲಿ ನಡೆದ ವೇದಿಕೆ ಕಾರ್ಯಕ್ರಮದಲ್ಲಿ ಶಾಸಕರಾದ ಬಿ.ಹರ್ಷವರ್ಧನ್, ಯತೀಂದ್ರ ಸಿದ್ದರಾಮಯ್ಯ ಸೇರಿದಂತೆ ಹಲವು ಜನಪ್ರತಿನಿಧಿಗಳು ಇಂದಿನ ಸಮಾರಂಭಕ್ಕೆ ಗೈರು ಹಾಜರಾದ ಹಿನ್ನೆಲೆಯಲ್ಲಿ ಕಾರ್ಯಕ್ರಮ ತಡವಾಗಿ ಪ್ರಾರಂಭವಾಯಿತು. ಕಲಾಮಂಟಪದಲ್ಲಿ ಕಲಾ ತಂಡಗಳ ಪ್ರದರ್ಶನ ನಡೆಯಿತು. — [935, 464, 1113, 519]
pvr-box — [1122, 1042, 1437, 1237]
reg-mark — [235, 2222, 244, 2231]
cinema-cell: ಪದ್ಮಾ — [1129, 410, 1144, 421]
cinema-header-cell: ಪ್ರದರ್ಶನ — [1380, 343, 1430, 357]
race-time: ಮ.3.35ಕ್ಕೆ — [1395, 1491, 1432, 1501]
reg-mark — [813, 2222, 822, 2231]
cinema-cell: — — [1281, 449, 1291, 460]
lead-quote: ಗ್ರಾಮೀಣ ದಸರಾ ಮಹೋತ್ಸವಗಳಿಗೆ ಸಂದರ್ಭದಲ್ಲಿ ಮಹಿಳಾ ದಸರಾಕ್ಕೆ ಆಧ್ಯಾತ್ಮಿಕ ಸಂಸದ ಶ್ರೀನಿವಾಸ ಪ್ರಸಾದ್ ಸಿಂಹ ಮತ್ತು ರೈತ ಮುಖಂಡರು, ಪಟ್ಟಿಗಳಲ್ಲಿ ಪರಿಸರ ಮತ್ತು ದಸರಾ ಮುಖಂಡರು ಭಾಗವಹಿಸಿದ್ದರು. ಪ್ರತಿಭಾವಂತರಿಗೆ ಸನ್ಮಾನ, ಕಲಾ ತಂಡಗಳ ಪ್ರದರ್ಶನ ಕಾರ್ಯಕ್ರಮಗಳು ಜರುಗಿದವು. — [779, 306, 1106, 342]
race-time: ಮ.2.00ಕ್ಕೆ — [1395, 1366, 1432, 1376]
page-tag — [199, 183, 306, 215]
drc-phone: ದೂ : 4240422/4241800 — [1256, 718, 1373, 728]
protest-body-3: ಕರ್ನಾಟಕ ವಿಭಾಗೀಯ ಉಪ ಪ್ರಧಾನ ಸಂಚಾಲಕ ಸಿಂಗನಾರು ಮಲ್ಲಯ್ಯ ಮಾತನಾಡಿ, ದಲಿತ ಸಮುದಾಯದ ಮೇಲೆ ನಿರಂತರ ದೌರ್ಜನ್ಯ ನಡೆಯುತ್ತಿದೆ. ಇದನ್ನು ತಡೆಗಟ್ಟಲು ಸರ್ಕಾರ ಕ್ರಮ ಕೈಗೊಳ್ಳಬೇಕು ಎಂದು ಹೇಳಿದರು. ತಹಶೀಲ್ದಾರ್ ಮನವಿ ಸ್ವೀಕರಿಸಿದರು. — [574, 1223, 748, 1279]
reg-mark — [252, 2222, 261, 2231]
honour-vrule — [568, 1305, 570, 1741]
race-item — [1127, 1407, 1432, 1449]
cinema-cell: (2422871) — [1193, 540, 1241, 551]
races-extra-cell: II ಟ್ರೆಬಲ್ — [1127, 1714, 1206, 1728]
masthead-rule — [199, 217, 1437, 218]
race-time: ಸಂ.5.00ಕ್ಕೆ — [1395, 1616, 1432, 1626]
cinema-cell: — — [1281, 475, 1291, 486]
inox-logo — [1127, 875, 1208, 912]
reg-mark — [863, 2222, 872, 2231]
cinema-cell: 4 ಪ್ರದರ್ಶನ — [1381, 358, 1417, 369]
cinema-row — [1127, 539, 1430, 552]
reg-mark — [1420, 2222, 1430, 2231]
race-picks: 1. ರಫ 2. ಸ್ಟಾರ್ ಆಫ್ ಫಿಯರ್ 3. ಬ್ಲಾಕ್ ಸ್ಟೆಕರ್ — [1127, 1558, 1265, 1567]
protest-body-1: ಕೆ.ಆರ್.ನಗರ, ಅ.3 (ಕಟೀಲ್)– ತಾಲೂಕಿನ ಜೀರ್ನಹಳ್ಳಿಯಲ್ಲಿ ಡಾ.ಬಿ.ಆರ್.ಅಂಬೇಡ್ಕರ್ ಭಾವಚಿತ್ರಕ್ಕೆ ಸಗಣಿ ಬಳಿದು ಅಪಮಾನ ಮಾಡಿದ ಕಿಡಿಗೇಡಿಗಳನ್ನು ಪೊಲೀಸರು ಕೂಡಲೇ ಬಂಧಿಸಿ ಕಾನೂನು ಕ್ರಮ ಕೈಗೊಳ್ಳಬೇಕು ಎಂದು ಆಗ್ರಹಿಸಿ ದಸಂಸ ಕಾರ್ಯಕರ್ತರು ಪಟ್ಟಣದಲ್ಲಿ ಪ್ರತಿಭಟನೆ ನಡೆಸಿದರು. ಮೆರವಣಿಗೆ ತಾಲೂಕು ಕಚೇರಿವರೆಗೆ ಸಾಗಿತು. — [220, 1051, 391, 1118]
inox-phone: ದೂ : 2533444 / 2433456 — [1212, 895, 1371, 909]
cinema-cell: (2481170) — [1193, 514, 1241, 525]
race-item — [1127, 1449, 1432, 1491]
cinema-cell: 4 ಪ್ರದರ್ಶನ — [1381, 410, 1417, 421]
